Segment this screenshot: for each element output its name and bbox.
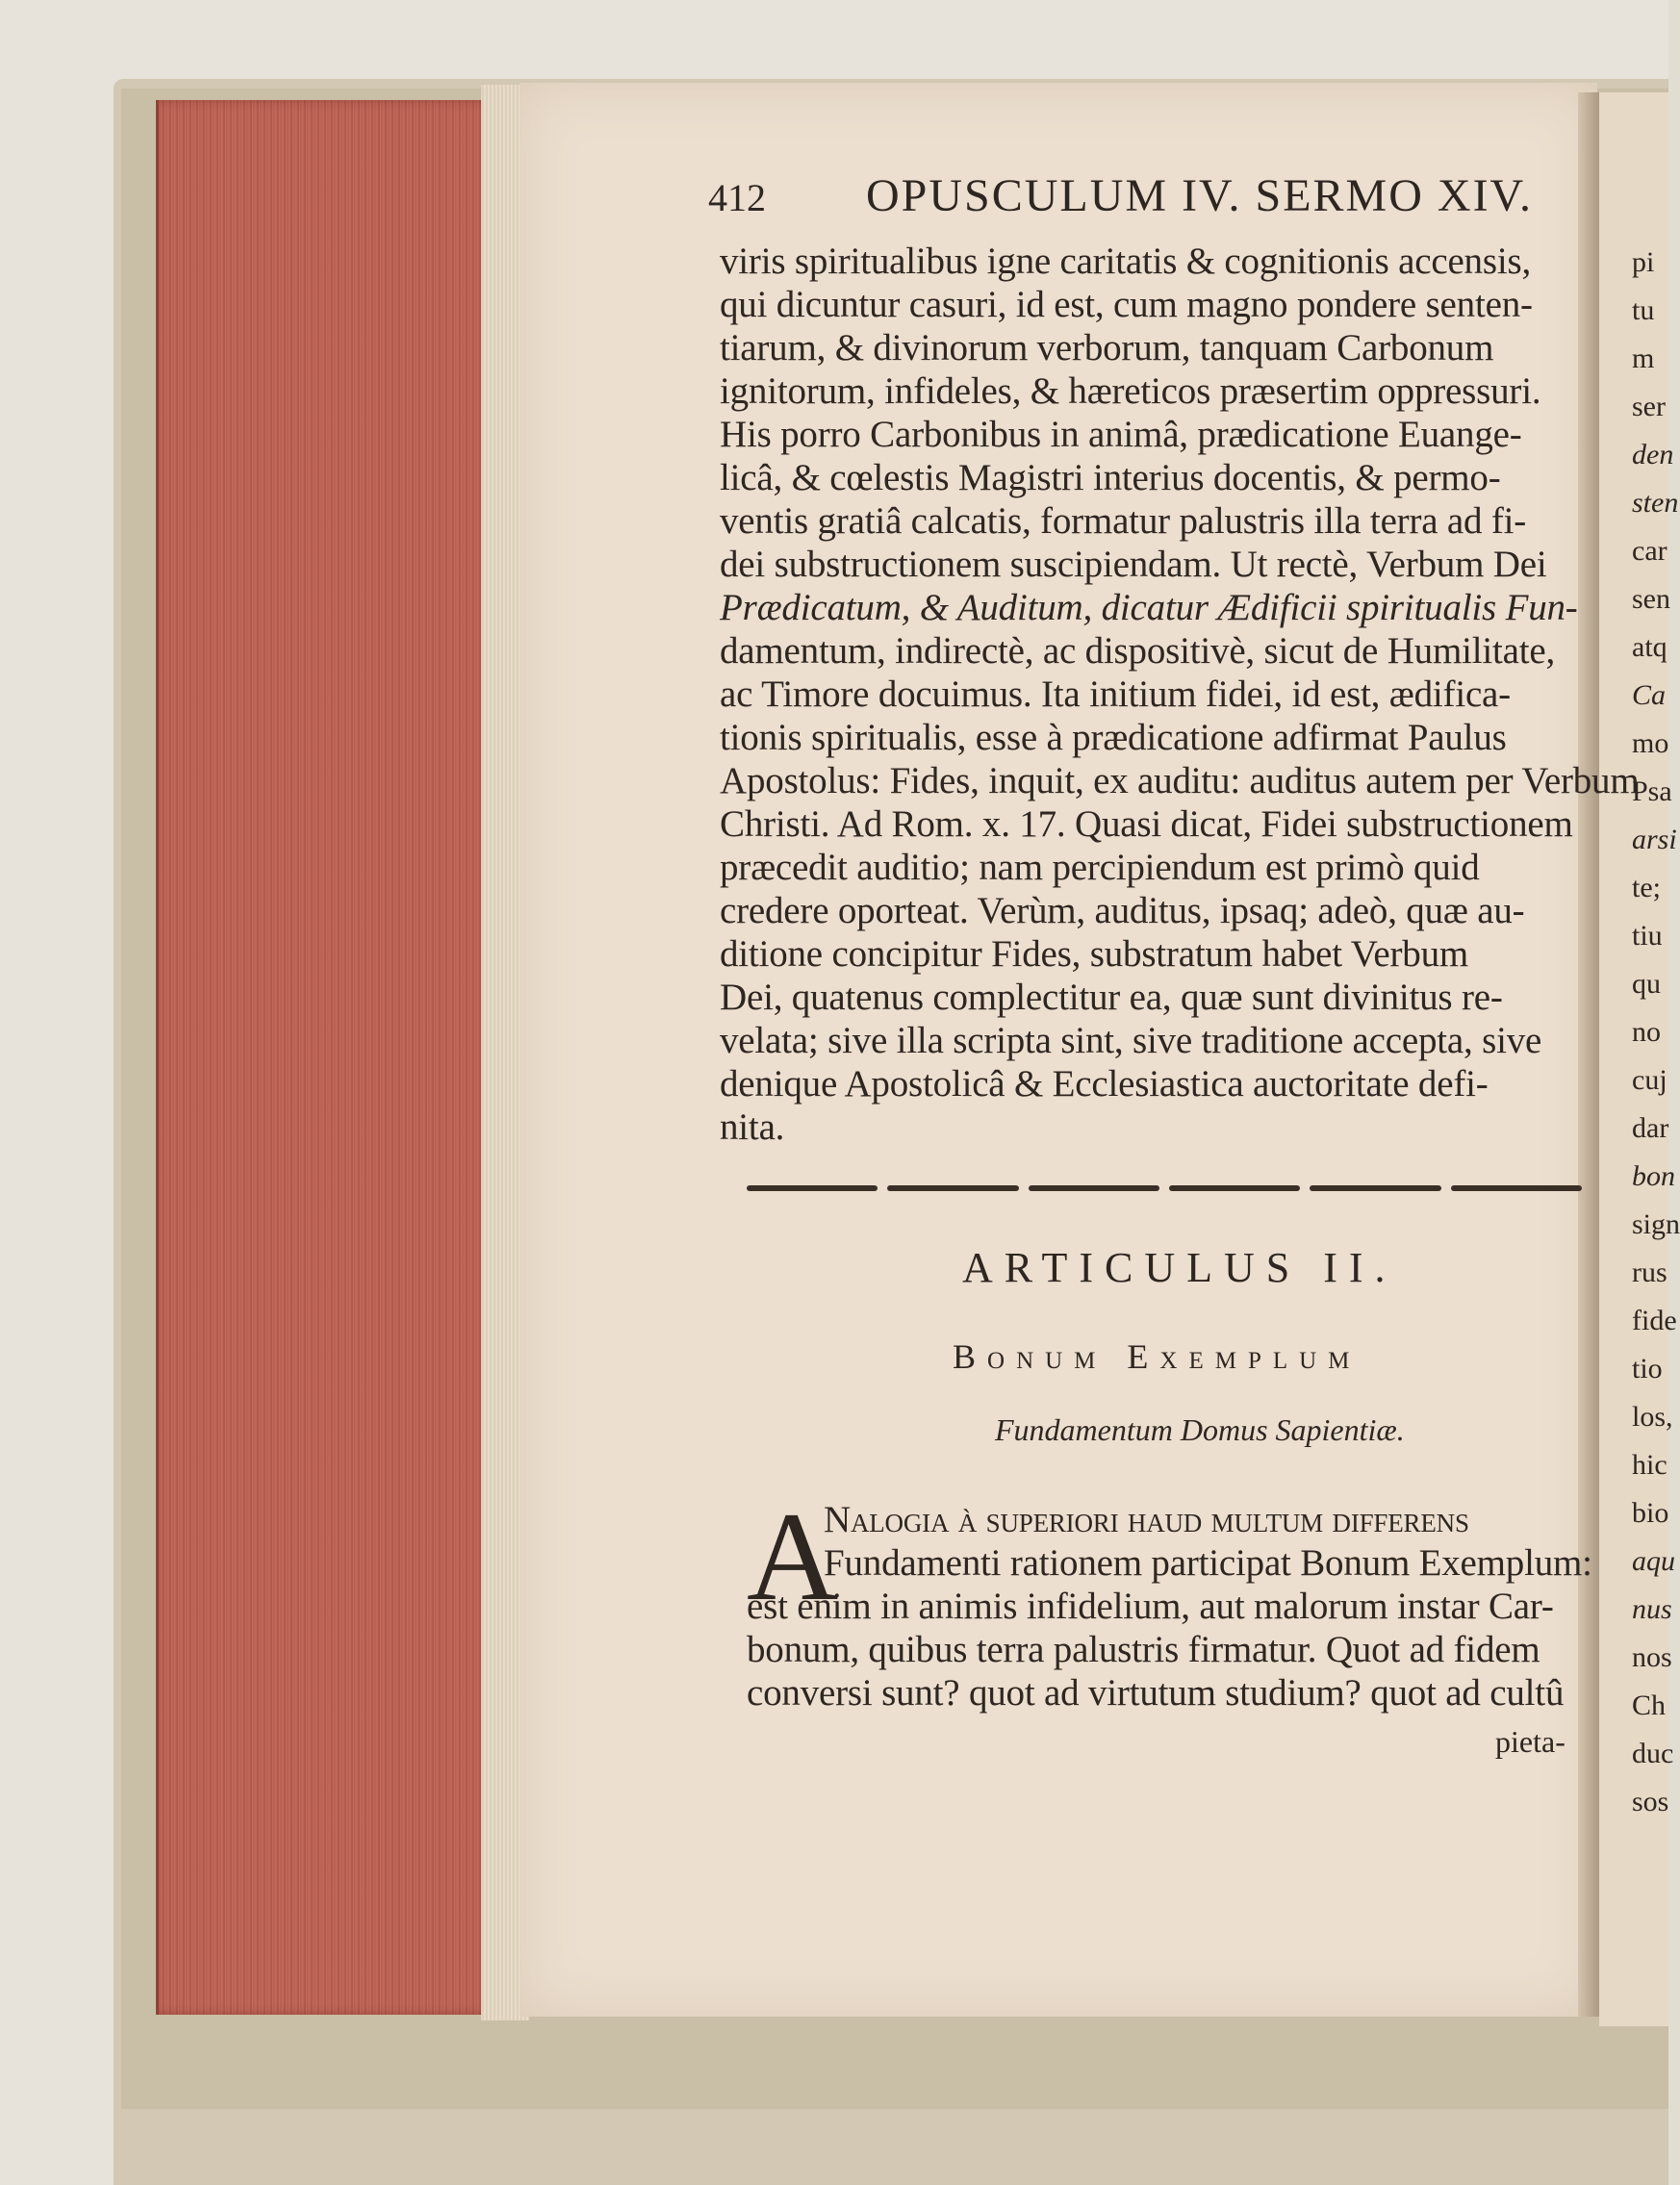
divider-segment xyxy=(1029,1185,1159,1191)
facing-page xyxy=(1599,92,1668,2026)
facing-fragment: bio xyxy=(1632,1497,1669,1529)
article-line: Nalogia à superiori haud multum differens xyxy=(824,1499,1469,1540)
facing-fragment: nus xyxy=(1632,1593,1672,1625)
section-divider xyxy=(747,1185,1582,1191)
facing-fragment: sen xyxy=(1632,583,1670,615)
facing-fragment: tu xyxy=(1632,294,1655,326)
body-line: tiarum, & divinorum verborum, tanquam Carbonum xyxy=(720,327,1494,368)
body-line: viris spiritualibus igne caritatis & cognitionis accensis, xyxy=(720,241,1531,282)
divider-segment xyxy=(1310,1185,1440,1191)
facing-fragment: tiu xyxy=(1632,920,1663,952)
body-line: His porro Carbonibus in animâ, prædicatione Euange- xyxy=(720,414,1522,455)
body-line: damentum, indirectè, ac dispositivè, sicut de Humilitate, xyxy=(720,630,1556,672)
facing-fragment: sos xyxy=(1632,1786,1669,1817)
facing-fragment: dar xyxy=(1632,1112,1669,1144)
facing-fragment: Ch xyxy=(1632,1690,1667,1721)
facing-fragment: car xyxy=(1632,535,1667,567)
body-line: Christi. Ad Rom. x. 17. Quasi dicat, Fidei substructionem xyxy=(720,803,1573,845)
body-line: Apostolus: Fides, inquit, ex auditu: auditus autem per Verbum xyxy=(720,760,1640,801)
facing-fragment: bon xyxy=(1632,1160,1675,1192)
book-gutter xyxy=(1578,92,1601,2017)
body-line: Dei, quatenus complectitur ea, quæ sunt divinitus re- xyxy=(720,977,1503,1018)
facing-fragment: te; xyxy=(1632,872,1661,903)
catchword: pieta- xyxy=(1495,1724,1565,1759)
divider-segment xyxy=(887,1185,1018,1191)
facing-fragment: den xyxy=(1632,439,1674,470)
body-line: qui dicuntur casuri, id est, cum magno pondere senten- xyxy=(720,284,1533,325)
drop-cap: A xyxy=(747,1486,839,1627)
article-title: ARTICULUS II. xyxy=(962,1244,1397,1291)
divider-segment xyxy=(747,1185,878,1191)
facing-fragment: ser xyxy=(1632,391,1666,422)
facing-fragment: rus xyxy=(1632,1257,1667,1288)
running-head: OPUSCULUM IV. SERMO XIV. xyxy=(866,170,1534,221)
facing-fragment: sten xyxy=(1632,487,1679,519)
facing-fragment: los, xyxy=(1632,1401,1673,1433)
facing-fragment: tio xyxy=(1632,1353,1663,1385)
article-line: est enim in animis infidelium, aut malorum instar Car- xyxy=(747,1586,1554,1627)
facing-fragment: m xyxy=(1632,343,1655,374)
divider-segment xyxy=(1169,1185,1300,1191)
body-line: ignitorum, infideles, & hæreticos præsertim oppressuri. xyxy=(720,370,1541,412)
facing-fragment: no xyxy=(1632,1016,1661,1048)
body-line: denique Apostolicâ & Ecclesiastica auctoritate defi- xyxy=(720,1063,1489,1105)
facing-fragment: arsi xyxy=(1632,824,1677,855)
facing-fragment: Psa xyxy=(1632,775,1672,807)
facing-fragment: Ca xyxy=(1632,679,1667,711)
body-line: credere oporteat. Verùm, auditus, ipsaq; adeò, quæ au- xyxy=(720,890,1525,931)
divider-segment xyxy=(1451,1185,1582,1191)
body-line: ventis gratiâ calcatis, formatur palustris illa terra ad fi- xyxy=(720,500,1527,542)
facing-fragment: aqu xyxy=(1632,1545,1675,1577)
article-line: Fundamenti rationem participat Bonum Exemplum: xyxy=(824,1542,1592,1584)
page-edges-red xyxy=(156,100,497,2015)
body-line: licâ, & cœlestis Magistri interius docentis, & permo- xyxy=(720,457,1501,498)
body-line: tionis spiritualis, esse à prædicatione adfirmat Paulus xyxy=(720,717,1507,758)
facing-fragment: sign xyxy=(1632,1208,1680,1240)
body-line: dei substructionem suscipiendam. Ut rectè, Verbum Dei xyxy=(720,544,1547,585)
body-line: Prædicatum, & Auditum, dicatur Ædificii spiritualis Fun- xyxy=(720,587,1578,628)
body-line: nita. xyxy=(720,1106,785,1148)
facing-fragment: nos xyxy=(1632,1641,1672,1673)
body-line: velata; sive illa scripta sint, sive traditione accepta, sive xyxy=(720,1020,1542,1061)
facing-fragment: pi xyxy=(1632,246,1655,278)
body-line: ditione concipitur Fides, substratum habet Verbum xyxy=(720,933,1469,975)
article-line: bonum, quibus terra palustris firmatur. Quot ad fidem xyxy=(747,1629,1540,1670)
facing-fragment: atq xyxy=(1632,631,1667,663)
facing-fragment: duc xyxy=(1632,1738,1674,1769)
facing-fragment: hic xyxy=(1632,1449,1667,1481)
body-line: ac Timore docuimus. Ita initium fidei, id est, ædifica- xyxy=(720,673,1511,715)
facing-fragment: qu xyxy=(1632,968,1661,1000)
body-line: præcedit auditio; nam percipiendum est primò quid xyxy=(720,847,1480,888)
facing-fragment: mo xyxy=(1632,727,1669,759)
facing-fragment: fide xyxy=(1632,1305,1677,1336)
page-number: 412 xyxy=(708,176,766,219)
article-caption: Fundamentum Domus Sapientiæ. xyxy=(995,1412,1405,1447)
article-line: conversi sunt? quot ad virtutum studium? quot ad cultû xyxy=(747,1672,1565,1714)
facing-fragment: cuj xyxy=(1632,1064,1667,1096)
article-subtitle: Bonum Exemplum xyxy=(953,1337,1362,1376)
